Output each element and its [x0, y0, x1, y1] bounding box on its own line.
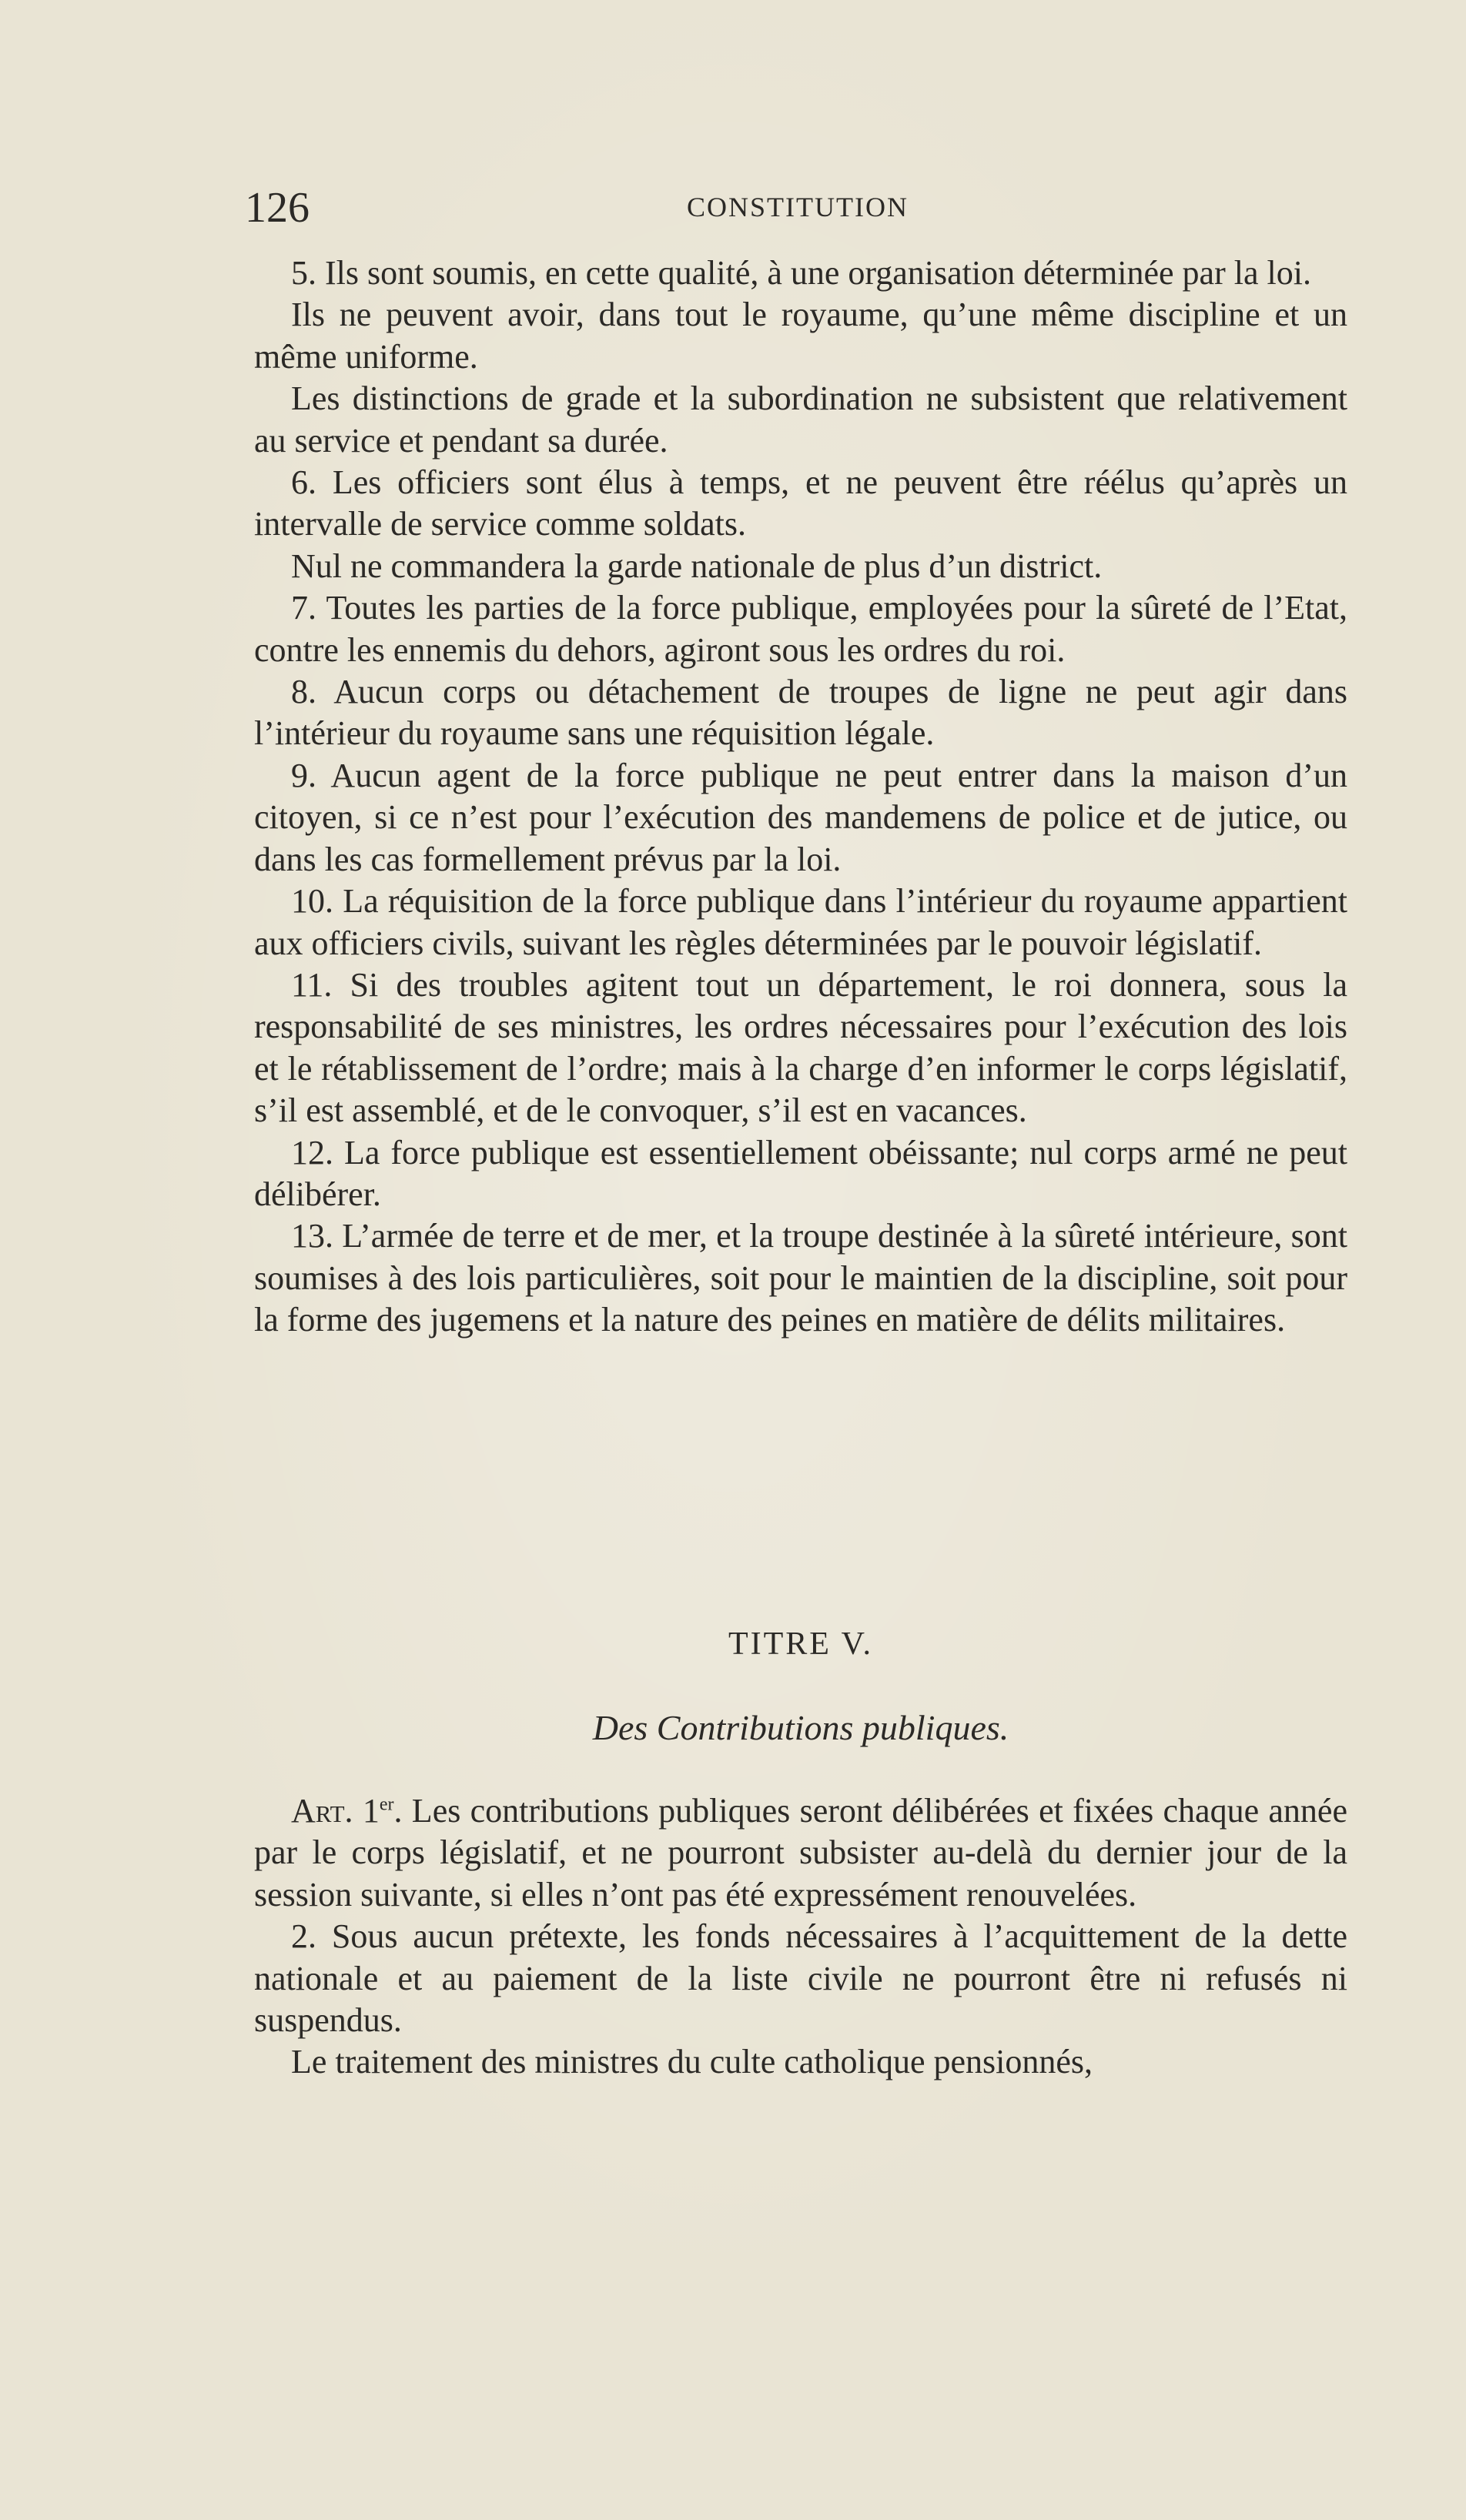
paragraph: 5. Ils sont soumis, en cette qualité, à une organisation déterminée par la loi. [291, 254, 1311, 292]
paragraph: 8. Aucun corps ou détachement de troupes de ligne ne peut agir dans l’intérieur du royaume sans une réquisition légale. [254, 673, 1347, 753]
body-text-lower [254, 1790, 1347, 2084]
paragraph: Le traitement des ministres du culte catholique pensionnés, [291, 2043, 1093, 2081]
paragraph: 11. Si des troubles agitent tout un département, le roi donnera, sous la responsabilité de ses ministres, les ordres nécessaires pour l’exécution des lois et le rétablissement de l’ordre; mais à la charge d’en informer le corps législatif, s’il est assemblé, et de le convoquer, s’il est en vacances. [254, 965, 1347, 1130]
article-paragraph [254, 1790, 1347, 1916]
article-superscript: er [379, 1794, 394, 1815]
paragraph: Ils ne peuvent avoir, dans tout le royaume, qu’une même discipline et un même uniforme. [254, 296, 1347, 376]
paragraph: 10. La réquisition de la force publique dans l’intérieur du royaume appartient aux officiers civils, suivant les règles déterminées par le pouvoir législatif. [254, 882, 1347, 962]
paragraph: 12. La force publique est essentiellement obéissante; nul corps armé ne peut délibérer. [254, 1133, 1347, 1213]
paragraph: Nul ne commandera la garde nationale de plus d’un district. [291, 546, 1103, 585]
article-number: 1 [362, 1792, 380, 1830]
page-number: 126 [245, 184, 310, 232]
page-header [245, 183, 1351, 237]
paragraph: Les distinctions de grade et la subordination ne subsistent que relativement au service et pendant sa durée. [254, 379, 1347, 460]
paragraph: 13. L’armée de terre et de mer, et la troupe destinée à la sûreté intérieure, sont soumises à des lois particulières, soit pour le maintien de la discipline, soit pour la forme des jugemens et la nature des peines en matière de délits militaires. [254, 1217, 1347, 1339]
article-text: . Les contributions publiques seront délibérées et fixées chaque année par le corps législatif, et ne pourront subsister au-delà du dernier jour de la session suivante, si elles n’ont pas été expressément renouvelées. [254, 1792, 1347, 1913]
paragraph: 9. Aucun agent de la force publique ne peut entrer dans la maison d’un citoyen, si ce n’est pour l’exécution des mandemens de police et de jutice, ou dans les cas formellement prévus par la loi. [254, 756, 1347, 878]
running-head: CONSTITUTION [687, 192, 909, 222]
paragraph: 6. Les officiers sont élus à temps, et ne peuvent être réélus qu’après un intervalle de service comme soldats. [254, 463, 1347, 543]
section-heading: Des Contributions publiques. [592, 1708, 1009, 1747]
paragraph: 7. Toutes les parties de la force publique, employées pour la sûreté de l’Etat, contre les ennemis du dehors, agiront sous les ordres du roi. [254, 589, 1347, 669]
paragraph: 2. Sous aucun prétexte, les fonds nécessaires à l’acquittement de la dette nationale et au paiement de la liste civile ne pourront être ni refusés ni suspendus. [254, 1917, 1347, 2040]
article-label: Art. [291, 1792, 353, 1830]
title-heading: TITRE V. [728, 1626, 874, 1662]
body-text-upper [254, 252, 1347, 1342]
